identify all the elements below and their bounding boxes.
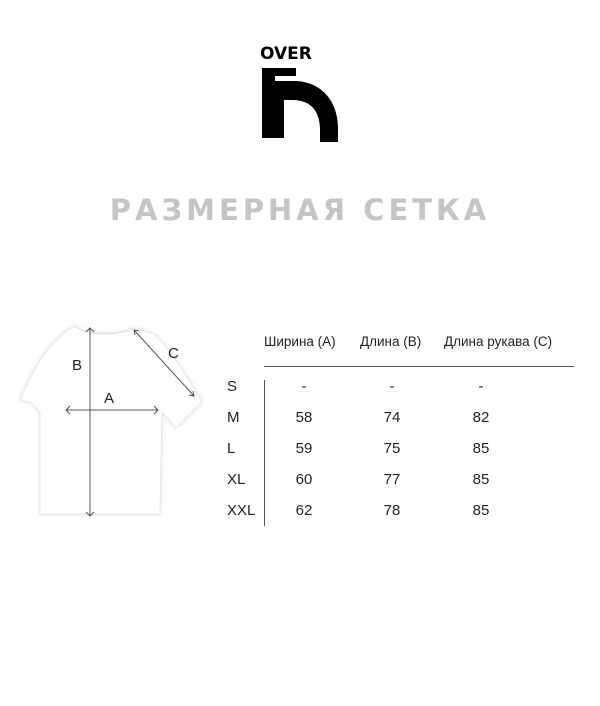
size-cell: S [227, 378, 238, 395]
size-table [222, 328, 578, 528]
table-row [222, 375, 578, 399]
table-row [222, 468, 578, 492]
column-header-sleeve: Длина рукава (C) [444, 334, 553, 349]
size-cell: XXL [227, 502, 256, 519]
table-row [222, 499, 578, 523]
logo-arrow-icon [262, 68, 340, 142]
column-header-width: Ширина (A) [264, 334, 336, 349]
length-cell: - [389, 378, 395, 395]
sleeve-cell: 85 [472, 502, 490, 519]
width-cell: 62 [295, 502, 313, 519]
page-title: РАЗМЕРНАЯ СЕТКА [109, 193, 491, 227]
brand-logo [260, 44, 342, 144]
width-cell: 60 [295, 471, 313, 488]
size-cell: L [227, 440, 236, 457]
width-cell: 59 [295, 440, 313, 457]
length-cell: 77 [383, 471, 401, 488]
length-cell: 74 [383, 409, 401, 426]
width-cell: - [301, 378, 307, 395]
sleeve-cell: 85 [472, 471, 490, 488]
length-cell: 75 [383, 440, 401, 457]
sleeve-cell: - [478, 378, 484, 395]
sleeve-cell: 85 [472, 440, 490, 457]
table-row [222, 406, 578, 430]
column-header-length: Длина (B) [360, 334, 422, 349]
size-cell: XL [227, 471, 246, 488]
table-row [222, 437, 578, 461]
sleeve-cell: 82 [472, 409, 490, 426]
header-divider [264, 366, 574, 367]
dimension-label-a: A [104, 390, 115, 407]
width-cell: 58 [295, 409, 313, 426]
length-cell: 78 [383, 502, 401, 519]
dimension-label-b: B [72, 357, 83, 374]
size-cell: M [227, 409, 240, 426]
logo-wordmark: OVER [260, 44, 312, 64]
dimension-label-c: C [168, 345, 179, 362]
